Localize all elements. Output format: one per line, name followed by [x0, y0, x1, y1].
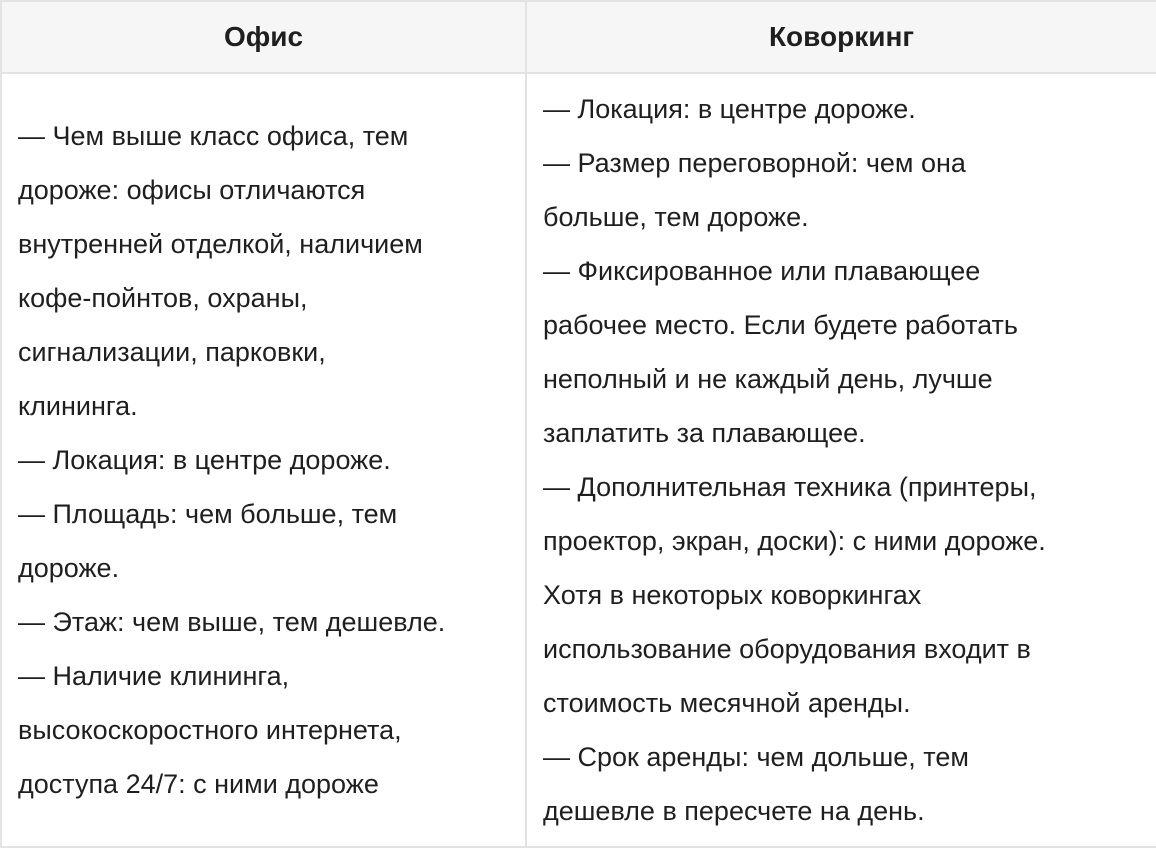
office-line: дороже.: [18, 553, 120, 583]
office-line: сигнализации, парковки,: [18, 337, 326, 367]
office-line: — Локация: в центре дороже.: [18, 445, 391, 475]
table-header-row: [1, 1, 1156, 73]
coworking-line: Хотя в некоторых коворкингах: [543, 580, 922, 610]
office-line: внутренней отделкой, наличием: [18, 229, 423, 259]
office-cell: [1, 73, 526, 847]
table-row: [1, 73, 1156, 847]
coworking-line: — Размер переговорной: чем она: [543, 148, 966, 178]
coworking-line: стоимость месячной аренды.: [543, 688, 911, 718]
coworking-cell: [526, 73, 1156, 847]
coworking-line: проектор, экран, доски): с ними дороже.: [543, 526, 1046, 556]
coworking-line: неполный и не каждый день, лучше: [543, 364, 993, 394]
office-line: дороже: офисы отличаются: [18, 175, 366, 205]
coworking-line: дешевле в пересчете на день.: [543, 796, 925, 826]
office-line: клининга.: [18, 391, 138, 421]
coworking-line: — Срок аренды: чем дольше, тем: [543, 742, 969, 772]
office-line: кофе-пойнтов, охраны,: [18, 283, 308, 313]
coworking-line: больше, тем дороже.: [543, 202, 809, 232]
office-line: — Наличие клининга,: [18, 661, 290, 691]
office-line: доступа 24/7: с ними дороже: [18, 769, 379, 799]
office-line: — Этаж: чем выше, тем дешевле.: [18, 607, 446, 637]
office-line: — Чем выше класс офиса, тем: [18, 121, 409, 151]
coworking-line: — Фиксированное или плавающее: [543, 256, 981, 286]
coworking-line: использование оборудования входит в: [543, 634, 1031, 664]
coworking-line: — Локация: в центре дороже.: [543, 94, 916, 124]
coworking-line: — Дополнительная техника (принтеры,: [543, 472, 1037, 502]
coworking-line: заплатить за плавающее.: [543, 418, 866, 448]
header-office: Офис: [1, 1, 526, 73]
header-coworking: Коворкинг: [526, 1, 1156, 73]
office-line: — Площадь: чем больше, тем: [18, 499, 398, 529]
coworking-line: рабочее место. Если будете работать: [543, 310, 1018, 340]
office-line: высокоскоростного интернета,: [18, 715, 402, 745]
